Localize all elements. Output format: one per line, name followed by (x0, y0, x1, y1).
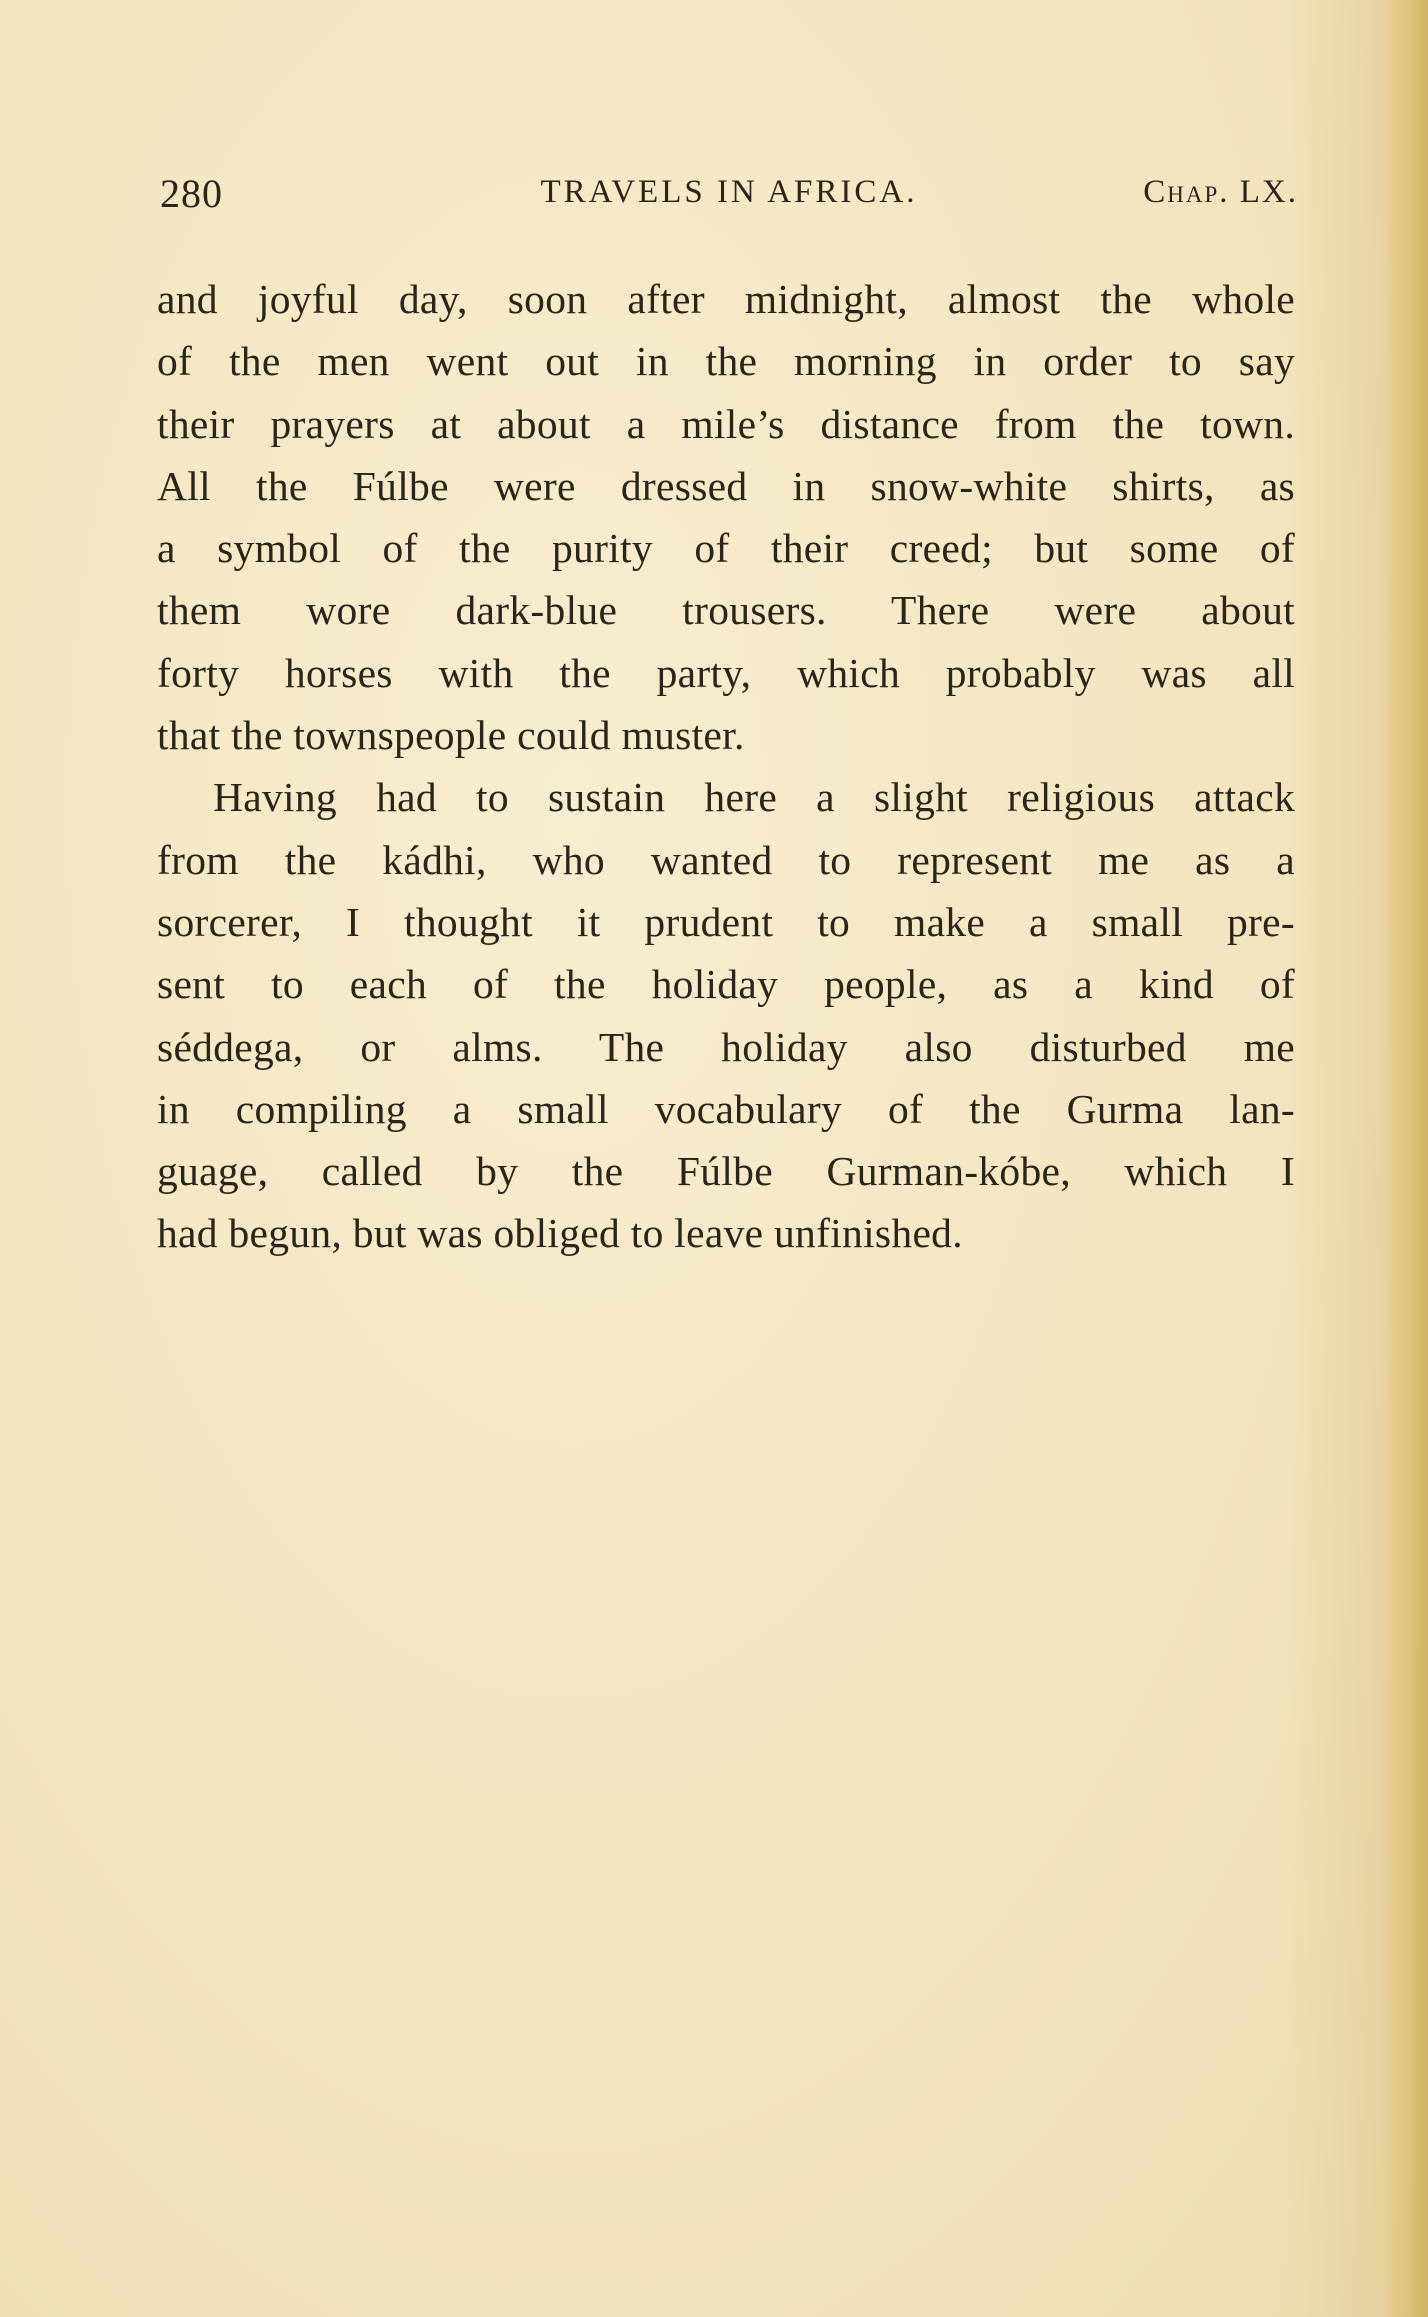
text-line: and joyful day, soon after midnight, almost the whole (157, 276, 1295, 322)
body-text (157, 268, 1295, 1265)
running-header (160, 170, 1298, 230)
text-line: of the men went out in the morning in order to say (157, 338, 1295, 385)
text-line: in compiling a small vocabulary of the Gurma lan- (157, 1085, 1295, 1132)
text-line: guage, called by the Fúlbe Gurman-kóbe, which I (157, 1148, 1295, 1195)
text-line: their prayers at about a mile’s distance from the town. (157, 400, 1295, 447)
page-number: 280 (160, 171, 223, 216)
text-line: sent to each of the holiday people, as a kind of (157, 961, 1295, 1008)
page-edge-shadow (1382, 0, 1428, 2317)
text-line: forty horses with the party, which probably was all (157, 649, 1295, 696)
text-line: that the townspeople could muster. (157, 712, 745, 759)
text-line: had begun, but was obliged to leave unfinished. (157, 1210, 963, 1257)
text-line: séddega, or alms. The holiday also disturbed me (157, 1023, 1295, 1070)
text-line: Having had to sustain here a slight religious attack (213, 774, 1295, 821)
running-title: TRAVELS IN AFRICA. (540, 174, 918, 210)
text-line: them wore dark-blue trousers. There were about (157, 587, 1295, 634)
text-line: sorcerer, I thought it prudent to make a small pre- (157, 898, 1295, 945)
chapter-label: Chap. LX. (1143, 174, 1298, 210)
text-line: from the kádhi, who wanted to represent me as a (157, 836, 1295, 883)
text-line: a symbol of the purity of their creed; but some of (157, 525, 1295, 572)
text-line: All the Fúlbe were dressed in snow-white shirts, as (157, 462, 1295, 509)
